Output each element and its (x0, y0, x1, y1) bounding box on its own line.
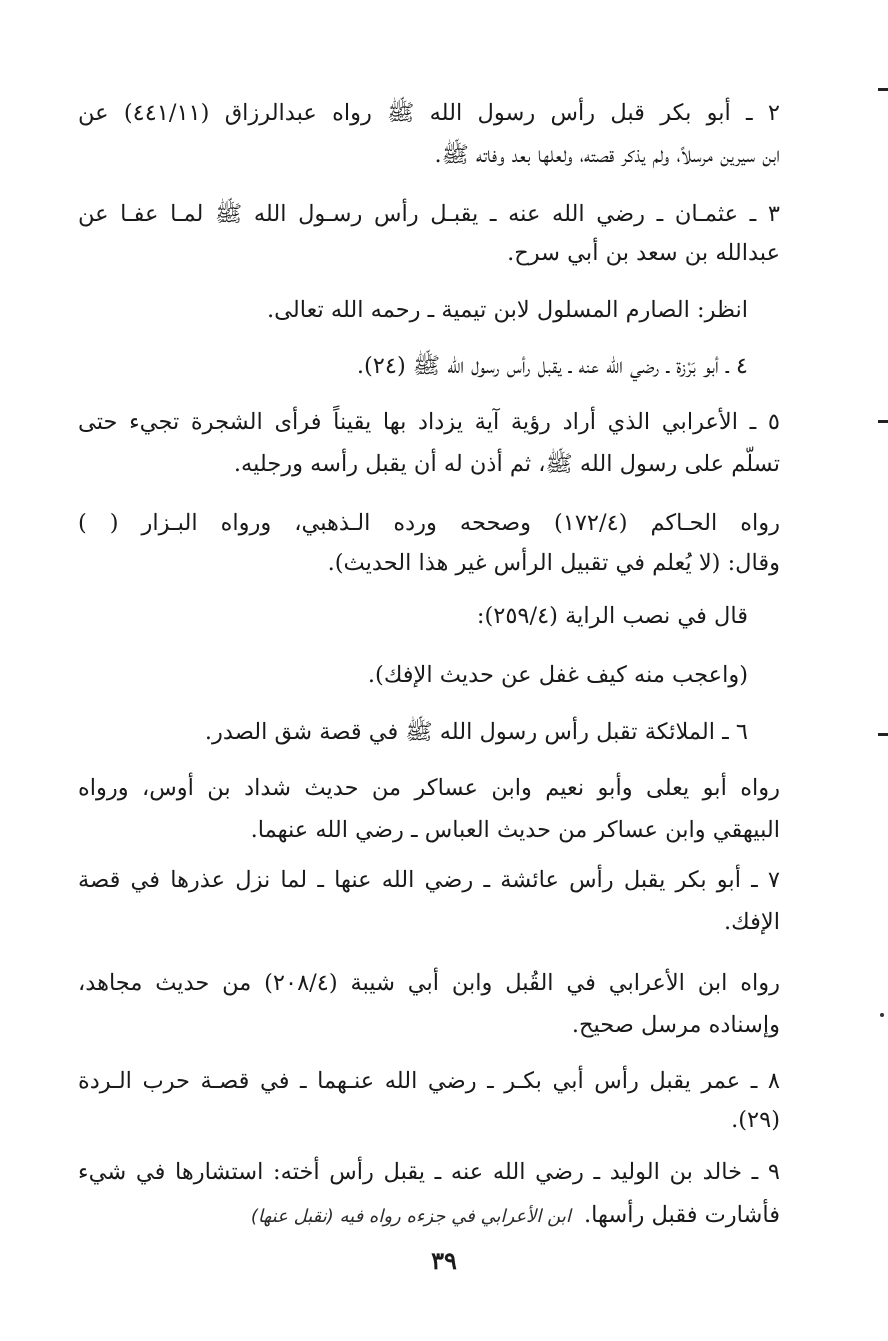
text-line: ٤ ـ أبو بَرْزة ـ رضي الله عنه ـ يقبل رأس رسول الله ﷺ (٢٤). (356, 353, 748, 379)
text-line: ٢ ـ أبو بكر قبل رأس رسول الله ﷺ رواه عبدالرزاق (٤٤١/١١) عن (78, 100, 780, 126)
text-line: البيهقي وابن عساكر من حديث العباس ـ رضي الله عنهما. (250, 817, 780, 843)
text-line: ٦ ـ الملائكة تقبل رأس رسول الله ﷺ في قصة شق الصدر. (204, 719, 748, 745)
margin-mark (878, 733, 888, 736)
text-line: قال في نصب الراية (٢٥٩/٤): (476, 603, 748, 629)
text-line: رواه الحـاكم (١٧٢/٤) وصححه ورده الـذهبي، ورواه البـزار ( ) (78, 510, 780, 536)
text-line: ٨ ـ عمر يقبل رأس أبي بكـر ـ رضي الله عنـهما ـ في قصـة حرب الـردة (78, 1068, 780, 1094)
text-line: ٧ ـ أبو بكر يقبل رأس عائشة ـ رضي الله عنها ـ لما نزل عذرها في قصة (78, 867, 780, 893)
text-line: عبدالله بن سعد بن أبي سرح. (507, 240, 780, 266)
text-line: رواه ابن الأعرابي في القُبل وابن أبي شيبة (٢٠٨/٤) من حديث مجاهد، (78, 970, 781, 996)
text-line: (واعجب منه كيف غفل عن حديث الإفك). (367, 662, 748, 688)
text-line (251, 1198, 780, 1234)
margin-mark (878, 420, 888, 423)
text-line: ٥ ـ الأعرابي الذي أراد رؤية آية يزداد بها يقيناً فرأى الشجرة تجيء حتى (78, 409, 780, 435)
text-line: (٢٩). (731, 1107, 780, 1133)
text-line: ٩ ـ خالد بن الوليد ـ رضي الله عنه ـ يقبل رأس أخته: استشارها في شيء (78, 1159, 780, 1185)
margin-dot (880, 1013, 884, 1017)
margin-mark (878, 88, 888, 91)
text-line: ابن سيرين مرسلاً، ولم يذكر قصته، ولعلها بعد وفاته ﷺ. (434, 142, 780, 168)
text-line: تسلّم على رسول الله ﷺ، ثم أذن له أن يقبل رأسه ورجليه. (233, 451, 780, 477)
text-line: انظر: الصارم المسلول لابن تيمية ـ رحمه الله تعالى. (267, 297, 748, 323)
text-line: وإسناده مرسل صحيح. (571, 1012, 780, 1038)
text-line: الإفك. (724, 909, 780, 935)
page-number: ٣٩ (431, 1246, 457, 1275)
text-line: وقال: (لا يُعلم في تقبيل الرأس غير هذا الحديث). (327, 550, 780, 576)
text-line: ٣ ـ عثمـان ـ رضي الله عنه ـ يقبـل رأس رسـول الله ﷺ لمـا عفـا عن (78, 201, 780, 227)
handwritten-note: ابن الأعرابي في جزءه رواه فيه (نقبل عنها) (250, 1206, 571, 1227)
text-line-content: فأشارت فقبل رأسها. (584, 1202, 780, 1228)
text-line: رواه أبو يعلى وأبو نعيم وابن عساكر من حديث شداد بن أوس، ورواه (78, 775, 780, 801)
